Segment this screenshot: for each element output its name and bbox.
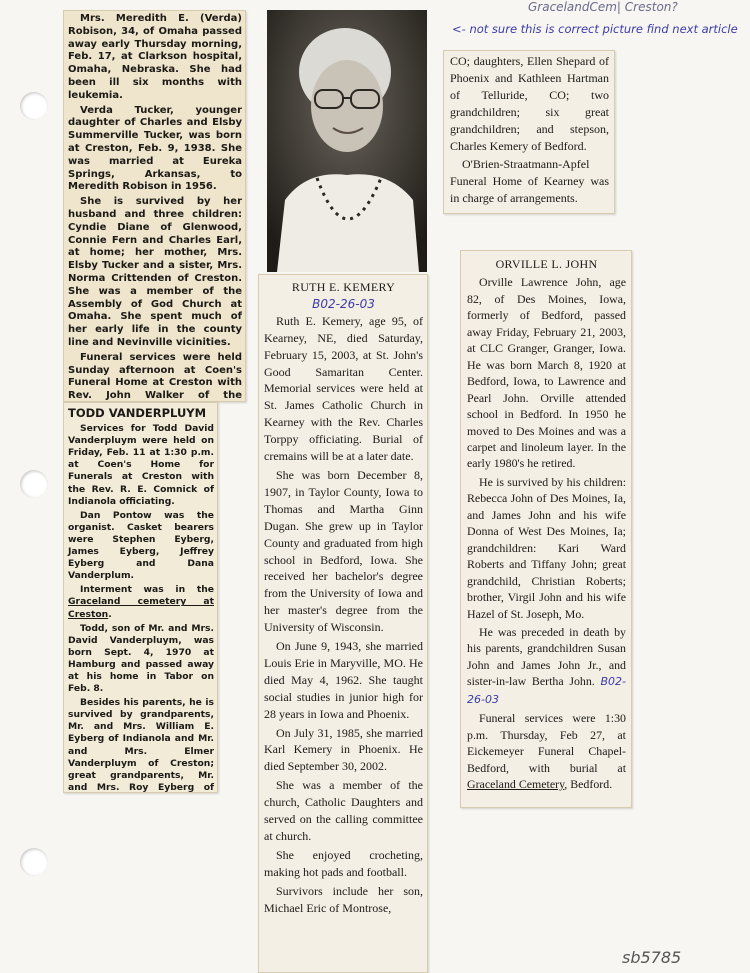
binder-hole-top [20,92,48,120]
kemery-cont-paragraph-1: CO; daughters, Ellen Shepard of Phoenix and Kathleen Hartman of Telluride, CO; two grandchildren; six great grandchildren; and stepson, Charles Kemery of Bedford. [450,54,609,153]
john-paragraph-4 [467,710,626,792]
robison-paragraph-1: Mrs. Meredith E. (Verda) Robison, 34, of Omaha passed away early Thursday morning, Feb. 17, at Clarkson hospital, Omaha, Nebraska. She had been ill six months with leukemia. [68,13,242,101]
vanderpluym-obituary-clipping [63,402,218,793]
handwritten-page-id: sb5785 [622,948,682,967]
vanderpluym-interment-text: Interment was in the [80,584,214,596]
john-preceded-text: He was preceded in death by his parents, grandchildren Susan John and James John Jr., and sister-in-law Bertha John. [467,624,626,689]
vanderpluym-paragraph-5: Besides his parents, he is survived by grandparents, Mr. and Mrs. William E. Eyberg of Indianola and Mr. and Mrs. Elmer Vanderpluym of Creston; great grandparents, Mr. and Mrs. Roy Eyberg of [68,697,214,793]
kemery-paragraph-1: Ruth E. Kemery, age 95, of Kearney, NE, died Saturday, February 15, 2003, at St. John's Good Samaritan Center. Memorial services were held at St. James Catholic Church in Kearney with the Rev. Charles Torppy officiating. Burial of cremains will be at a later date. [264,313,423,464]
vanderpluym-heading: TODD VANDERPLUYM [68,406,207,420]
john-paragraph-3 [467,624,626,708]
john-heading: ORVILLE L. JOHN [495,257,598,271]
vanderpluym-cemetery-link: Graceland cemetery at Creston [68,596,214,620]
john-obituary-clipping [460,250,632,808]
vanderpluym-paragraph-1: Services for Todd David Vanderpluym were held on Friday, Feb. 11 at 1:30 p.m. at Coen's Home for Funerals at Creston with the Rev. R. E. Comnick of Indianola officiating. [68,423,214,507]
robison-paragraph-3: She is survived by her husband and three children: Cyndie Diane of Glenwood, Connie Fern and Charles Earl, at home; her mother, Mrs. Elsby Tucker and a sister, Mrs. Norma Crittenden of Creston. She was a member of the Assembly of God Church at Omaha. She spent much of her early life in the county line and Nevinville vicinities. [68,196,242,348]
binder-hole-bottom [20,848,48,876]
vanderpluym-interment-end: . [108,608,112,620]
kemery-paragraph-6: She enjoyed crocheting, making hot pads and football. [264,847,423,879]
kemery-cont-paragraph-2: O'Brien-Straatmann-Apfel Funeral Home of Kearney was in charge of arrangements. [450,157,609,206]
kemery-continued-clipping [443,50,615,214]
john-paragraph-1: Orville Lawrence John, age 82, of Des Moines, Iowa, formerly of Bedford, passed away Friday, February 21, 2003, at CLC Granger, Granger, Iowa. He was born March 8, 1920 at Bedford, Iowa, to Lawrence and Pearl John. Orville attended school in Bedford. In 1950 he moved to Des Moines and was a carpet and linoleum layer. In the early 1980's he retired. [467,275,626,471]
robison-funeral-text: Funeral services were held Sunday afternoon at Coen's Funeral Home at Creston with Rev. John Walker of the [68,351,242,402]
vanderpluym-paragraph-4: Todd, son of Mr. and Mrs. David Vanderpluym, was born Sept. 4, 1970 at Hamburg and passed away at his home in Tabor on Feb. 8. [68,622,214,695]
kemery-paragraph-7: Survivors include her son, Michael Eric of Montrose, [264,883,423,915]
kemery-paragraph-4: On July 31, 1985, she married Karl Kemery in Phoenix. He died September 30, 2002. [264,725,423,774]
handwritten-cemetery-note: GracelandCem| Creston? [528,0,678,14]
kemery-paragraph-5: She was a member of the church, Catholic Daughters and served on the calling committee at church. [264,778,423,843]
portrait-illustration [267,10,427,272]
robison-paragraph-2: Verda Tucker, younger daughter of Charles and Elsby Summerville Tucker, was born at Creston, Feb. 9, 1938. She was married at Eureka Springs, Arkansas, to Meredith Robison in 1956. [68,104,242,193]
kemery-heading: RUTH E. KEMERY [291,280,396,294]
kemery-obituary-clipping [258,274,428,973]
vanderpluym-paragraph-2: Dan Pontow was the organist. Casket bearers were Stephen Eyberg, James Eyberg, Jeffrey Eyberg and Dana Vanderplum. [68,509,214,582]
kemery-paragraph-3: On June 9, 1943, she married Louis Erie in Maryville, MO. He died May 4, 1962. She taught social studies in junior high for 28 years in Iowa and Phoenix. [264,639,423,721]
robison-obituary-clipping [63,10,246,402]
handwritten-picture-note-text: <- not sure this is correct picture find next article [452,22,738,36]
john-cemetery-link: Graceland Cemetery [467,777,565,792]
john-handwritten-date: B02-26-03 [467,675,626,706]
john-funeral-text: Funeral services were 1:30 p.m. Thursday, Feb 27, at Eickemeyer Funeral Chapel-Bedford, with burial at [467,711,626,775]
john-paragraph-2: He is survived by his children: Rebecca John of Des Moines, Ia, and James John and his wife Donna of West Des Moines, Ia; grandchildren: Kari Ward Roberts and Tiffany John; great grandchild, Christian Roberts; brother, Virgil John and his wife Hazel of St. Joseph, Mo. [467,474,626,621]
vanderpluym-paragraph-3 [68,584,214,620]
ruth-kemery-portrait-photo [267,10,427,272]
robison-funeral-paragraph [68,352,242,402]
kemery-paragraph-2: She was born December 8, 1907, in Taylor County, Iowa to Thomas and Martha Ginn Dugan. She grew up in Taylor County and graduated from high school in Bedford, Iowa. She received her bachelor's degree from the University of Iowa and her master's degree from the University of Wisconsin. [264,467,423,635]
handwritten-picture-note [452,22,744,37]
binder-hole-middle [20,470,48,498]
john-funeral-end: , Bedford. [564,777,613,792]
kemery-handwritten-date: B02-26-03 [312,296,375,311]
